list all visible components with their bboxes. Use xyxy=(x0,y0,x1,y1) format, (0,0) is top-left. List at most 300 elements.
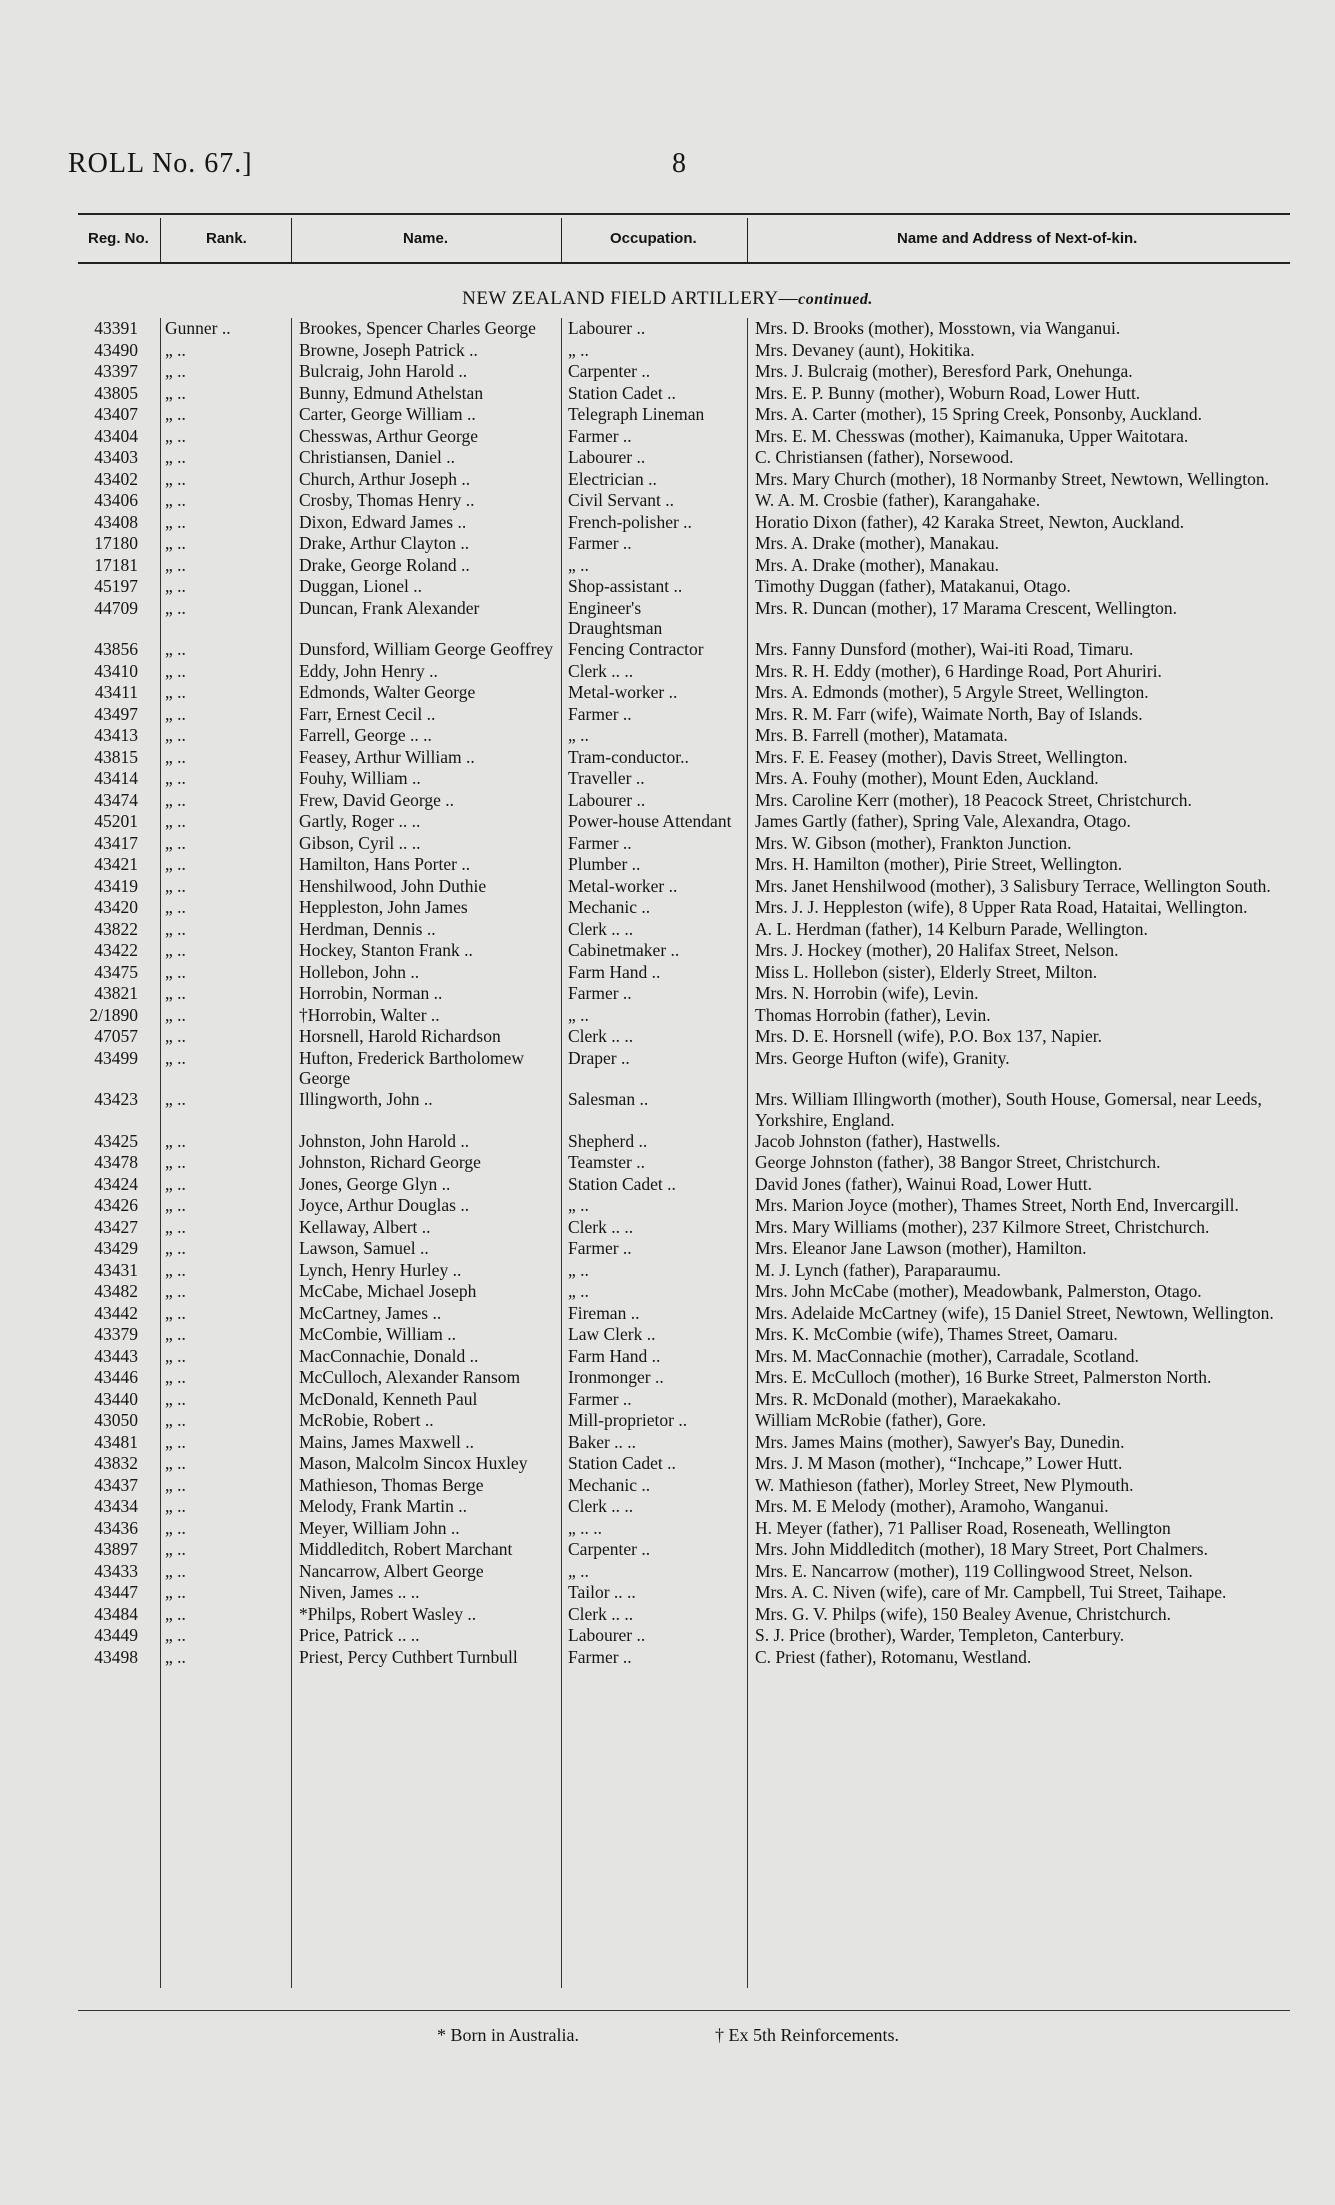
table-row xyxy=(0,1604,1335,1626)
rank: „ .. xyxy=(165,404,186,424)
next-of-kin: C. Priest (father), Rotomanu, Westland. xyxy=(755,1646,1032,1667)
table-row xyxy=(0,1367,1335,1389)
table-row xyxy=(0,639,1335,661)
reg-number: 43805 xyxy=(94,382,138,403)
soldier-name: Lynch, Henry Hurley .. xyxy=(299,1259,462,1280)
next-of-kin: Horatio Dixon (father), 42 Karaka Street, Newton, Auckland. xyxy=(755,511,1185,532)
rank: „ .. xyxy=(165,682,186,702)
reg-number: 43424 xyxy=(94,1173,138,1194)
footer-rule xyxy=(78,2010,1290,2011)
rank: „ .. xyxy=(165,1026,186,1046)
occupation: „ .. xyxy=(568,1004,589,1025)
reg-number: 43419 xyxy=(94,875,138,896)
soldier-name: Joyce, Arthur Douglas .. xyxy=(299,1195,470,1215)
reg-number: 43474 xyxy=(94,789,138,810)
occupation: Farmer .. xyxy=(568,1646,632,1667)
reg-number: 43431 xyxy=(94,1259,138,1280)
next-of-kin: A. L. Herdman (father), 14 Kelburn Parade, Wellington. xyxy=(755,918,1148,939)
next-of-kin: Mrs. K. McCombie (wife), Thames Street, Oamaru. xyxy=(755,1324,1118,1344)
soldier-name: McCabe, Michael Joseph xyxy=(299,1281,477,1301)
occupation: Farmer .. xyxy=(568,703,632,724)
next-of-kin: Mrs. Mary Church (mother), 18 Normanby Street, Newtown, Wellington. xyxy=(755,468,1269,489)
rank: „ .. xyxy=(165,554,186,575)
table-row xyxy=(0,1647,1335,1669)
next-of-kin: S. J. Price (brother), Warder, Templeton, Canterbury. xyxy=(755,1625,1125,1645)
rank: „ .. xyxy=(165,1431,186,1452)
next-of-kin: Thomas Horrobin (father), Levin. xyxy=(755,1004,991,1025)
table-row xyxy=(0,983,1335,1005)
soldier-name: Heppleston, John James xyxy=(299,897,468,917)
rank: „ .. xyxy=(165,1625,186,1645)
table-row xyxy=(0,555,1335,577)
soldier-name: Dixon, Edward James .. xyxy=(299,511,467,532)
table-row xyxy=(0,1238,1335,1260)
occupation: „ .. xyxy=(568,554,589,575)
occupation: Power-house Attendant xyxy=(568,811,732,831)
next-of-kin: Mrs. Adelaide McCartney (wife), 15 Daniel Street, Newtown, Wellington. xyxy=(755,1302,1274,1323)
reg-number: 43446 xyxy=(94,1367,138,1387)
header-rule-bottom xyxy=(78,262,1290,264)
occupation: Labourer .. xyxy=(568,1625,646,1645)
occupation: Clerk .. .. xyxy=(568,660,634,681)
next-of-kin: Mrs. F. E. Feasey (mother), Davis Street, Wellington. xyxy=(755,746,1128,767)
reg-number: 17180 xyxy=(94,533,138,553)
soldier-name: Meyer, William John .. xyxy=(299,1517,460,1538)
soldier-name: Chesswas, Arthur George xyxy=(299,425,479,446)
soldier-name: Gartly, Roger .. .. xyxy=(299,811,421,831)
occupation: Farm Hand .. xyxy=(568,1345,661,1366)
table-row xyxy=(0,318,1335,340)
next-of-kin: Mrs. H. Hamilton (mother), Pirie Street, Wellington. xyxy=(755,854,1123,874)
occupation: Farmer .. xyxy=(568,1388,632,1409)
soldier-name: Bunny, Edmund Athelstan xyxy=(299,382,484,403)
reg-number: 43478 xyxy=(94,1152,138,1172)
soldier-name: Horrobin, Norman .. xyxy=(299,983,443,1003)
column-divider xyxy=(160,218,161,264)
rank: „ .. xyxy=(165,1367,186,1387)
rank: „ .. xyxy=(165,468,186,489)
soldier-name: Crosby, Thomas Henry .. xyxy=(299,490,475,510)
table-row xyxy=(0,811,1335,833)
next-of-kin: M. J. Lynch (father), Paraparaumu. xyxy=(755,1259,1001,1280)
next-of-kin: James Gartly (father), Spring Vale, Alexandra, Otago. xyxy=(755,811,1131,831)
soldier-name: Fouhy, William .. xyxy=(299,768,421,788)
reg-number: 43410 xyxy=(94,660,138,681)
next-of-kin: Mrs. W. Gibson (mother), Frankton Junction. xyxy=(755,832,1072,853)
rank: „ .. xyxy=(165,576,186,596)
soldier-name: Edmonds, Walter George xyxy=(299,682,476,702)
next-of-kin: Mrs. R. M. Farr (wife), Waimate North, Bay of Islands. xyxy=(755,703,1143,724)
rank: „ .. xyxy=(165,1496,186,1516)
next-of-kin: C. Christiansen (father), Norsewood. xyxy=(755,447,1014,467)
table-row xyxy=(0,1582,1335,1604)
rank: „ .. xyxy=(165,1474,186,1495)
table-row xyxy=(0,426,1335,448)
reg-number: 43404 xyxy=(94,425,138,446)
occupation: Carpenter .. xyxy=(568,361,651,381)
table-row xyxy=(0,962,1335,984)
soldier-name: Farrell, George .. .. xyxy=(299,725,432,745)
rank: „ .. xyxy=(165,660,186,681)
table-row xyxy=(0,490,1335,512)
next-of-kin: Timothy Duggan (father), Matakanui, Otago. xyxy=(755,576,1071,596)
reg-number: 43422 xyxy=(94,940,138,960)
rank: „ .. xyxy=(165,1410,186,1430)
soldier-name: Johnston, Richard George xyxy=(299,1152,481,1172)
rank: „ .. xyxy=(165,1345,186,1366)
rank: „ .. xyxy=(165,1195,186,1215)
table-row xyxy=(0,725,1335,747)
next-of-kin: Mrs. Fanny Dunsford (mother), Wai-iti Road, Timaru. xyxy=(755,639,1134,659)
reg-number: 43391 xyxy=(94,318,138,338)
rank: „ .. xyxy=(165,918,186,939)
soldier-name: Mason, Malcolm Sincox Huxley xyxy=(299,1453,528,1473)
rank: „ .. xyxy=(165,875,186,896)
table-row xyxy=(0,661,1335,683)
next-of-kin: Mrs. G. V. Philps (wife), 150 Bealey Avenue, Christchurch. xyxy=(755,1603,1172,1624)
occupation: Clerk .. .. xyxy=(568,1216,634,1237)
reg-number: 43050 xyxy=(94,1410,138,1430)
table-row xyxy=(0,682,1335,704)
next-of-kin: Mrs. A. Edmonds (mother), 5 Argyle Street, Wellington. xyxy=(755,682,1149,702)
table-row xyxy=(0,1303,1335,1325)
next-of-kin: Mrs. Janet Henshilwood (mother), 3 Salisbury Terrace, Wellington South. xyxy=(755,875,1271,896)
soldier-name: Herdman, Dennis .. xyxy=(299,918,436,939)
soldier-name: Dunsford, William George Geoffrey xyxy=(299,639,553,659)
next-of-kin: Mrs. M. MacConnachie (mother), Carradale, Scotland. xyxy=(755,1345,1139,1366)
occupation: „ .. xyxy=(568,1259,589,1280)
next-of-kin: Mrs. D. Brooks (mother), Mosstown, via Wanganui. xyxy=(755,318,1121,338)
rank: „ .. xyxy=(165,1173,186,1194)
reg-number: 43426 xyxy=(94,1195,138,1215)
soldier-name: Carter, George William .. xyxy=(299,404,476,424)
rank: „ .. xyxy=(165,1539,186,1559)
soldier-name: Gibson, Cyril .. .. xyxy=(299,832,421,853)
soldier-name: McCombie, William .. xyxy=(299,1324,456,1344)
next-of-kin: Mrs. M. E Melody (mother), Aramoho, Wanganui. xyxy=(755,1496,1109,1516)
occupation: „ .. xyxy=(568,339,589,360)
occupation: Clerk .. .. xyxy=(568,1026,634,1046)
reg-number: 43482 xyxy=(94,1281,138,1301)
reg-number: 43821 xyxy=(94,983,138,1003)
table-row xyxy=(0,1625,1335,1647)
table-row xyxy=(0,833,1335,855)
soldier-name: Duncan, Frank Alexander xyxy=(299,597,480,618)
occupation: Clerk .. .. xyxy=(568,1603,634,1624)
soldier-name: Farr, Ernest Cecil .. xyxy=(299,703,436,724)
table-row xyxy=(0,1475,1335,1497)
reg-number: 43447 xyxy=(94,1582,138,1602)
rank: „ .. xyxy=(165,1646,186,1667)
reg-number: 43499 xyxy=(94,1047,138,1068)
reg-number: 43417 xyxy=(94,832,138,853)
occupation: Farmer .. xyxy=(568,1238,632,1258)
rank: „ .. xyxy=(165,1281,186,1301)
reg-number: 45197 xyxy=(94,576,138,596)
roll-table xyxy=(0,318,1335,1668)
soldier-name: Kellaway, Albert .. xyxy=(299,1216,431,1237)
table-row xyxy=(0,940,1335,962)
reg-number: 43406 xyxy=(94,490,138,510)
reg-number: 43413 xyxy=(94,725,138,745)
occupation: French-polisher .. xyxy=(568,511,692,532)
table-row xyxy=(0,1131,1335,1153)
occupation: Farm Hand .. xyxy=(568,961,661,982)
occupation: Draper .. xyxy=(568,1047,630,1068)
next-of-kin: H. Meyer (father), 71 Palliser Road, Roseneath, Wellington xyxy=(755,1517,1171,1538)
soldier-name: Mains, James Maxwell .. xyxy=(299,1431,474,1452)
rank: „ .. xyxy=(165,1047,186,1068)
occupation: Electrician .. xyxy=(568,468,657,489)
next-of-kin: William McRobie (father), Gore. xyxy=(755,1410,987,1430)
soldier-name: Lawson, Samuel .. xyxy=(299,1238,429,1258)
soldier-name: Niven, James .. .. xyxy=(299,1582,420,1602)
occupation: Metal-worker .. xyxy=(568,682,678,702)
occupation: Mill-proprietor .. xyxy=(568,1410,688,1430)
soldier-name: Priest, Percy Cuthbert Turnbull xyxy=(299,1646,518,1667)
reg-number: 43440 xyxy=(94,1388,138,1409)
reg-number: 45201 xyxy=(94,811,138,831)
rank: „ .. xyxy=(165,940,186,960)
table-row xyxy=(0,598,1335,640)
soldier-name: *Philps, Robert Wasley .. xyxy=(299,1603,477,1624)
table-row xyxy=(0,1539,1335,1561)
next-of-kin: Mrs. J. M Mason (mother), “Inchcape,” Lower Hutt. xyxy=(755,1453,1123,1473)
occupation: Cabinetmaker .. xyxy=(568,940,680,960)
occupation: „ .. xyxy=(568,1195,589,1215)
reg-number: 43897 xyxy=(94,1539,138,1559)
table-row xyxy=(0,1217,1335,1239)
rank: „ .. xyxy=(165,1388,186,1409)
next-of-kin: Mrs. E. M. Chesswas (mother), Kaimanuka, Upper Waitotara. xyxy=(755,425,1189,446)
occupation: Clerk .. .. xyxy=(568,1496,634,1516)
reg-number: 43429 xyxy=(94,1238,138,1258)
reg-number: 17181 xyxy=(94,554,138,575)
occupation: Farmer .. xyxy=(568,832,632,853)
reg-number: 43481 xyxy=(94,1431,138,1452)
table-row xyxy=(0,340,1335,362)
occupation: „ .. .. xyxy=(568,1517,603,1538)
table-row xyxy=(0,1410,1335,1432)
occupation: Tailor .. .. xyxy=(568,1582,636,1602)
rank: „ .. xyxy=(165,425,186,446)
rank: „ .. xyxy=(165,811,186,831)
reg-number: 43411 xyxy=(94,682,138,702)
table-row xyxy=(0,361,1335,383)
next-of-kin: Mrs. R. McDonald (mother), Maraekakaho. xyxy=(755,1388,1062,1409)
occupation: Ironmonger .. xyxy=(568,1367,664,1387)
column-divider xyxy=(291,218,292,264)
reg-number: 43420 xyxy=(94,897,138,917)
next-of-kin: Mrs. R. H. Eddy (mother), 6 Hardinge Road, Port Ahuriri. xyxy=(755,660,1162,681)
occupation: Law Clerk .. xyxy=(568,1324,656,1344)
soldier-name: McDonald, Kenneth Paul xyxy=(299,1388,478,1409)
soldier-name: MacConnachie, Donald .. xyxy=(299,1345,479,1366)
table-row xyxy=(0,447,1335,469)
next-of-kin: Mrs. William Illingworth (mother), South House, Gomersal, near Leeds, Yorkshire, England. xyxy=(755,1089,1262,1130)
table-row xyxy=(0,1174,1335,1196)
reg-number: 43449 xyxy=(94,1625,138,1645)
next-of-kin: Mrs. A. C. Niven (wife), care of Mr. Campbell, Tui Street, Taihape. xyxy=(755,1582,1227,1602)
soldier-name: Drake, George Roland .. xyxy=(299,554,470,575)
table-row xyxy=(0,1389,1335,1411)
next-of-kin: Jacob Johnston (father), Hastwells. xyxy=(755,1130,1001,1151)
soldier-name: Horsnell, Harold Richardson xyxy=(299,1026,501,1046)
next-of-kin: Mrs. John Middleditch (mother), 18 Mary Street, Port Chalmers. xyxy=(755,1539,1208,1559)
table-row xyxy=(0,1432,1335,1454)
occupation: Labourer .. xyxy=(568,789,646,810)
rank: „ .. xyxy=(165,447,186,467)
table-row xyxy=(0,404,1335,426)
soldier-name: Duggan, Lionel .. xyxy=(299,576,422,596)
rank: „ .. xyxy=(165,490,186,510)
rank: Gunner .. xyxy=(165,318,231,338)
occupation: Labourer .. xyxy=(568,318,646,338)
rank: „ .. xyxy=(165,746,186,767)
soldier-name: Hollebon, John .. xyxy=(299,961,420,982)
occupation: Labourer .. xyxy=(568,447,646,467)
rank: „ .. xyxy=(165,339,186,360)
table-row xyxy=(0,1561,1335,1583)
occupation: Tram-conductor.. xyxy=(568,746,689,767)
occupation: „ .. xyxy=(568,1560,589,1581)
col-header-rank: Rank. xyxy=(206,230,247,247)
reg-number: 43490 xyxy=(94,339,138,360)
occupation: Telegraph Lineman xyxy=(568,404,705,424)
occupation: Plumber .. xyxy=(568,854,641,874)
occupation: Salesman .. xyxy=(568,1089,649,1109)
soldier-name: Frew, David George .. xyxy=(299,789,455,810)
soldier-name: Illingworth, John .. xyxy=(299,1089,433,1109)
reg-number: 43442 xyxy=(94,1302,138,1323)
table-row xyxy=(0,1324,1335,1346)
soldier-name: Eddy, John Henry .. xyxy=(299,660,438,681)
reg-number: 43407 xyxy=(94,404,138,424)
soldier-name: Church, Arthur Joseph .. xyxy=(299,468,471,489)
table-row xyxy=(0,1026,1335,1048)
rank: „ .. xyxy=(165,1603,186,1624)
table-row xyxy=(0,854,1335,876)
table-row xyxy=(0,747,1335,769)
table-row xyxy=(0,1089,1335,1131)
rank: „ .. xyxy=(165,832,186,853)
occupation: Shepherd .. xyxy=(568,1130,648,1151)
reg-number: 43443 xyxy=(94,1345,138,1366)
occupation: Carpenter .. xyxy=(568,1539,651,1559)
soldier-name: Browne, Joseph Patrick .. xyxy=(299,339,478,360)
next-of-kin: Mrs. John McCabe (mother), Meadowbank, Palmerston, Otago. xyxy=(755,1281,1202,1301)
rank: „ .. xyxy=(165,1517,186,1538)
occupation: Station Cadet .. xyxy=(568,382,676,403)
soldier-name: Drake, Arthur Clayton .. xyxy=(299,533,470,553)
col-header-next-of-kin: Name and Address of Next-of-kin. xyxy=(897,230,1138,247)
reg-number: 43497 xyxy=(94,703,138,724)
next-of-kin: Mrs. Mary Williams (mother), 237 Kilmore Street, Christchurch. xyxy=(755,1216,1210,1237)
occupation: „ .. xyxy=(568,725,589,745)
soldier-name: Hufton, Frederick Bartholomew George xyxy=(299,1047,525,1088)
occupation: Metal-worker .. xyxy=(568,875,678,896)
reg-number: 43832 xyxy=(94,1453,138,1473)
section-title: NEW ZEALAND FIELD ARTILLERY—continued. xyxy=(462,288,873,309)
table-row xyxy=(0,1281,1335,1303)
rank: „ .. xyxy=(165,1582,186,1602)
rank: „ .. xyxy=(165,854,186,874)
table-row xyxy=(0,704,1335,726)
table-row xyxy=(0,1518,1335,1540)
occupation: Fireman .. xyxy=(568,1302,640,1323)
table-row xyxy=(0,383,1335,405)
next-of-kin: Mrs. Eleanor Jane Lawson (mother), Hamilton. xyxy=(755,1238,1087,1258)
reg-number: 43434 xyxy=(94,1496,138,1516)
column-divider xyxy=(561,218,562,264)
occupation: Farmer .. xyxy=(568,533,632,553)
next-of-kin: Mrs. E. P. Bunny (mother), Woburn Road, Lower Hutt. xyxy=(755,382,1141,403)
occupation: Traveller .. xyxy=(568,768,645,788)
rank: „ .. xyxy=(165,961,186,982)
reg-number: 43408 xyxy=(94,511,138,532)
next-of-kin: Mrs. Marion Joyce (mother), Thames Street, North End, Invercargill. xyxy=(755,1195,1239,1215)
reg-number: 43427 xyxy=(94,1216,138,1237)
soldier-name: †Horrobin, Walter .. xyxy=(299,1004,440,1025)
reg-number: 43815 xyxy=(94,746,138,767)
rank: „ .. xyxy=(165,1089,186,1109)
reg-number: 43421 xyxy=(94,854,138,874)
reg-number: 2/1890 xyxy=(89,1004,138,1025)
next-of-kin: Mrs. E. Nancarrow (mother), 119 Collingwood Street, Nelson. xyxy=(755,1560,1193,1581)
reg-number: 43403 xyxy=(94,447,138,467)
reg-number: 43425 xyxy=(94,1130,138,1151)
rank: „ .. xyxy=(165,1560,186,1581)
next-of-kin: Mrs. D. E. Horsnell (wife), P.O. Box 137, Napier. xyxy=(755,1026,1103,1046)
next-of-kin: Mrs. A. Carter (mother), 15 Spring Creek, Ponsonby, Auckland. xyxy=(755,404,1203,424)
table-row xyxy=(0,469,1335,491)
rank: „ .. xyxy=(165,703,186,724)
table-row xyxy=(0,576,1335,598)
table-row xyxy=(0,1453,1335,1475)
soldier-name: McRobie, Robert .. xyxy=(299,1410,434,1430)
reg-number: 43437 xyxy=(94,1474,138,1495)
reg-number: 43822 xyxy=(94,918,138,939)
rank: „ .. xyxy=(165,725,186,745)
rank: „ .. xyxy=(165,382,186,403)
next-of-kin: Mrs. A. Drake (mother), Manakau. xyxy=(755,554,999,575)
occupation: Civil Servant .. xyxy=(568,490,674,510)
occupation: Station Cadet .. xyxy=(568,1453,676,1473)
soldier-name: Hamilton, Hans Porter .. xyxy=(299,854,471,874)
reg-number: 43402 xyxy=(94,468,138,489)
reg-number: 43856 xyxy=(94,639,138,659)
rank: „ .. xyxy=(165,639,186,659)
rank: „ .. xyxy=(165,1238,186,1258)
occupation: „ .. xyxy=(568,1281,589,1301)
soldier-name: Melody, Frank Martin .. xyxy=(299,1496,468,1516)
table-row xyxy=(0,1152,1335,1174)
col-header-reg: Reg. No. xyxy=(88,230,149,247)
table-row xyxy=(0,1496,1335,1518)
reg-number: 43433 xyxy=(94,1560,138,1581)
col-header-occupation: Occupation. xyxy=(610,230,697,247)
table-row xyxy=(0,1346,1335,1368)
roll-number: ROLL No. 67.] xyxy=(68,148,253,179)
soldier-name: Brookes, Spencer Charles George xyxy=(299,318,536,338)
soldier-name: Jones, George Glyn .. xyxy=(299,1173,451,1194)
occupation: Fencing Contractor xyxy=(568,639,704,659)
occupation: Clerk .. .. xyxy=(568,918,634,939)
table-row xyxy=(0,919,1335,941)
next-of-kin: Mrs. J. Bulcraig (mother), Beresford Park, Onehunga. xyxy=(755,361,1133,381)
next-of-kin: Mrs. J. Hockey (mother), 20 Halifax Street, Nelson. xyxy=(755,940,1119,960)
next-of-kin: Mrs. Caroline Kerr (mother), 18 Peacock Street, Christchurch. xyxy=(755,789,1192,810)
